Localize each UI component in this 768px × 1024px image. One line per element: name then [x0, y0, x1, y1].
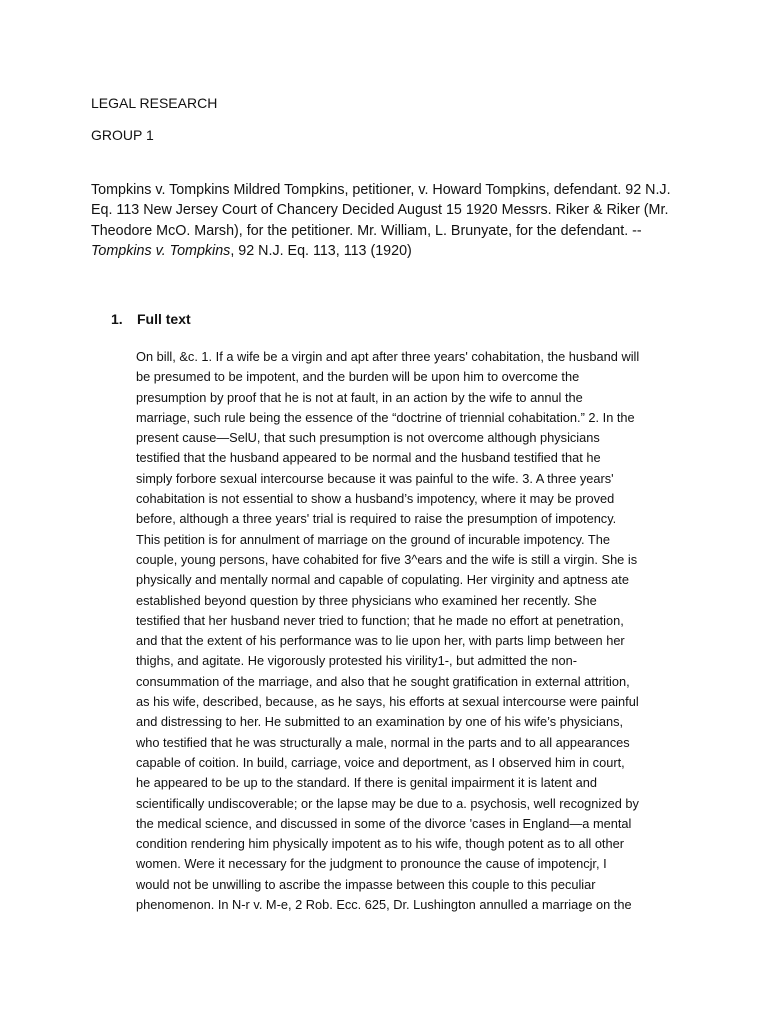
section-heading: [111, 310, 191, 328]
body-line: presumption by proof that he is not at fault, in an action by the wife to annul the: [136, 389, 583, 405]
body-line: On bill, &c. 1. If a wife be a virgin and apt after three years' cohabitation, the husband will: [136, 349, 640, 364]
body-line: cohabitation is not essential to show a husband’s impotency, where it may be proved: [136, 491, 615, 507]
body-line: consummation of the marriage, and also that he sought gratification in external attrition,: [136, 673, 630, 689]
citation-case-name: Tompkins v. Tompkins: [91, 243, 231, 260]
body-line: simply forbore sexual intercourse because it was painful to the wife. 3. A three years': [136, 470, 614, 486]
body-line: scientifically undiscoverable; or the lapse may be due to a. psychosis, well recognized by: [136, 795, 639, 811]
document-title: LEGAL RESEARCH: [91, 95, 218, 111]
body-line: and distressing to her. He submitted to an examination by one of his wife’s physicians,: [136, 714, 624, 730]
body-line: testified that her husband never tried to function; that he made no effort at penetration,: [136, 612, 624, 628]
body-line: would not be unwilling to ascribe the impasse between this couple to this peculiar: [136, 876, 596, 892]
body-line: who testified that he was structurally a male, normal in the parts and to all appearances: [136, 734, 630, 750]
body-line: before, although a three years' trial is required to raise the presumption of impotency.: [136, 511, 617, 527]
case-citation: [91, 180, 671, 262]
body-line: testified that the husband appeared to be normal and the husband testified that he: [136, 450, 601, 466]
body-line: as his wife, described, because, as he says, his efforts at sexual intercourse were painful: [136, 694, 639, 710]
body-line: and that the extent of his performance was to lie upon her, with parts limp between her: [136, 633, 625, 649]
section-title: Full text: [137, 311, 191, 327]
body-line: present cause—SelU, that such presumption is not overcome although physicians: [136, 430, 600, 446]
body-line: physically and mentally normal and capable of copulating. Her virginity and aptness ate: [136, 572, 629, 588]
body-line: phenomenon. In N-r v. M-e, 2 Rob. Ecc. 625, Dr. Lushington annulled a marriage on the: [136, 897, 632, 913]
body-line: he appeared to be up to the standard. If there is genital impairment it is latent and: [136, 775, 597, 791]
full-text-body: [136, 347, 676, 915]
body-line: condition rendering him physically impotent as to his wife, though potent as to all other: [136, 836, 624, 852]
body-line: thighs, and agitate. He vigorously protested his virility1-, but admitted the non-: [136, 653, 578, 669]
citation-main: Tompkins v. Tompkins Mildred Tompkins, petitioner, v. Howard Tompkins, defendant. 92 N.J. Eq. 113 New Jersey Court of Chancery Decided August 15 1920 Messrs. Riker & Riker (Mr. Theodore McO. Marsh), for the petitioner. Mr. William, L. Brunyate, for the defendant. --: [91, 182, 671, 239]
section-number: 1.: [111, 311, 123, 327]
body-line: the medical science, and discussed in some of the divorce 'cases in England—a mental: [136, 815, 632, 831]
body-line: capable of coition. In build, carriage, voice and deportment, as I observed him in court,: [136, 754, 625, 770]
body-line: established beyond question by three physicians who examined her recently. She: [136, 592, 597, 608]
body-line: This petition is for annulment of marriage on the ground of incurable impotency. The: [136, 531, 610, 547]
citation-reporter: , 92 N.J. Eq. 113, 113 (1920): [230, 243, 412, 260]
body-line: couple, young persons, have cohabited for five 3^ears and the wife is still a virgin. She is: [136, 551, 638, 567]
body-line: women. Were it necessary for the judgment to pronounce the cause of impotencjr, I: [136, 856, 607, 872]
body-line: marriage, such rule being the essence of the “doctrine of triennial cohabitation.” 2. In the: [136, 409, 635, 425]
group-label: GROUP 1: [91, 127, 154, 143]
body-line: be presumed to be impotent, and the burden will be upon him to overcome the: [136, 369, 580, 385]
